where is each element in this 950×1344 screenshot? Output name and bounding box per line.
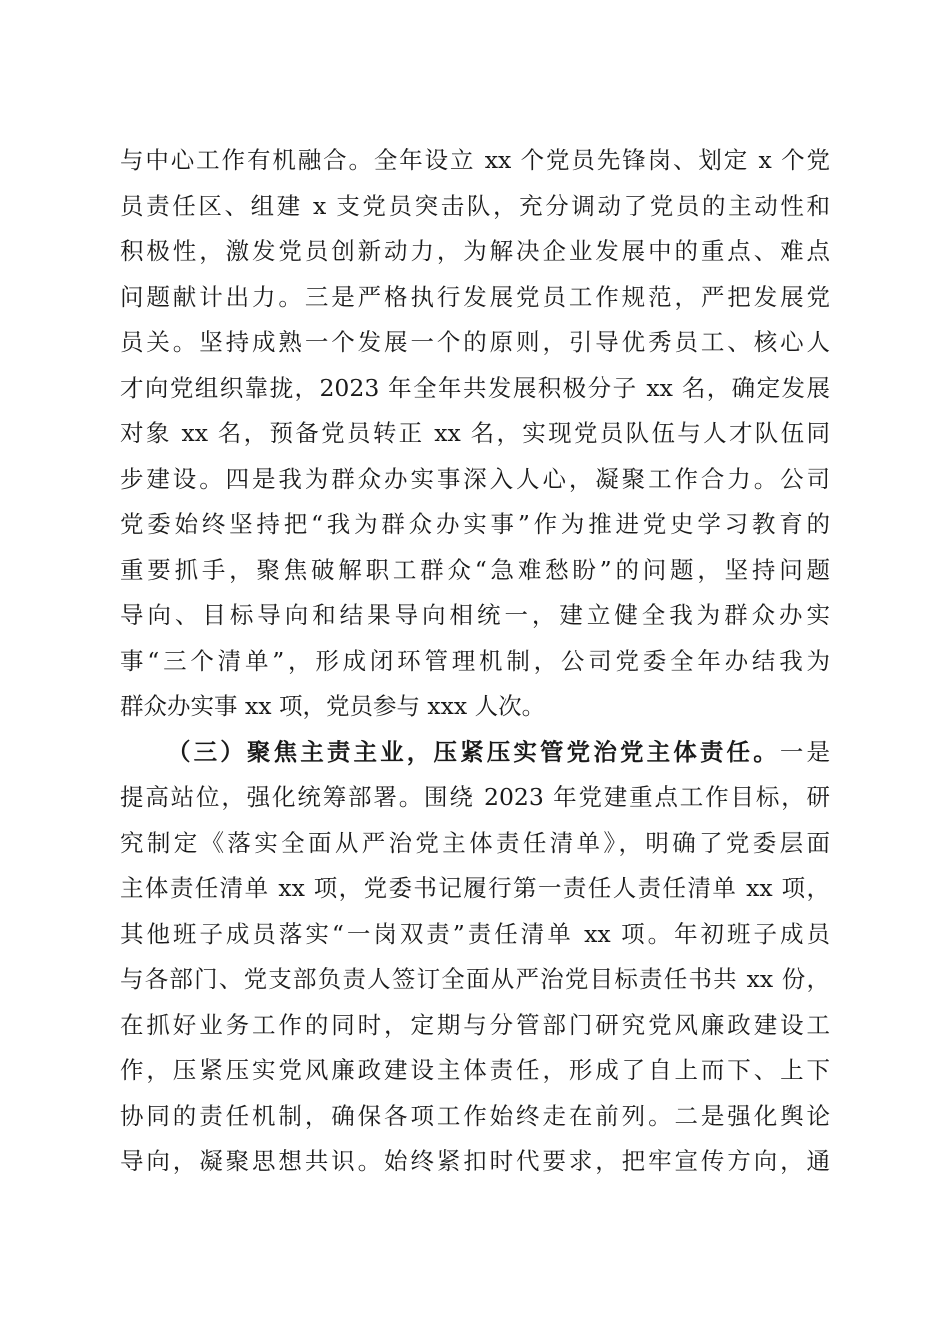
text-line: 问题献计出力。三是严格执行发展党员工作规范，严把发展党: [120, 282, 830, 311]
text-line: 导向、目标导向和结果导向相统一，建立健全我为群众办实: [120, 601, 830, 629]
paragraph-heading-line: [120, 730, 830, 776]
text-line: 其他班子成员落实“一岗双责”责任清单 xx 项。年初班子成员: [120, 919, 830, 948]
text-line: 才向党组织靠拢，2023 年全年共发展积极分子 xx 名，确定发展: [120, 373, 830, 402]
text-line: 在抓好业务工作的同时，定期与分管部门研究党风廉政建设工: [120, 1010, 830, 1039]
section-heading: （三）聚焦主责主业，压紧压实管党治党主体责任。: [167, 737, 780, 766]
text-line: 对象 xx 名，预备党员转正 xx 名，实现党员队伍与人才队伍同: [120, 419, 830, 447]
paragraph-1: [120, 138, 830, 730]
text-line: 究制定《落实全面从严治党主体责任清单》，明确了党委层面: [120, 828, 830, 857]
text-line: 协同的责任机制，确保各项工作始终走在前列。二是强化舆论: [120, 1101, 830, 1130]
text-line: 主体责任清单 xx 项，党委书记履行第一责任人责任清单 xx 项，: [120, 874, 830, 902]
text-line: 事“三个清单”，形成闭环管理机制，公司党委全年办结我为: [120, 646, 830, 675]
text-line: 群众办实事 xx 项，党员参与 xxx 人次。: [120, 692, 546, 720]
paragraph-2: [120, 730, 830, 1185]
text-line: 党委始终坚持把“我为群众办实事”作为推进党史学习教育的: [120, 510, 830, 538]
text-line: 与中心工作有机融合。全年设立 xx 个党员先锋岗、划定 x 个党: [120, 146, 830, 174]
text-line: 提高站位，强化统筹部署。围绕 2023 年党建重点工作目标，研: [120, 783, 830, 811]
text-line: 导向，凝聚思想共识。始终紧扣时代要求，把牢宣传方向，通: [120, 1147, 830, 1175]
document-body: [120, 138, 830, 1185]
text-line: 步建设。四是我为群众办实事深入人心，凝聚工作合力。公司: [120, 464, 830, 493]
text-span: 一是: [779, 737, 831, 766]
text-line: 与各部门、党支部负责人签订全面从严治党目标责任书共 xx 份，: [120, 965, 830, 993]
text-line: 员关。坚持成熟一个发展一个的原则，引导优秀员工、核心人: [120, 328, 830, 356]
text-line: 积极性，激发党员创新动力，为解决企业发展中的重点、难点: [120, 237, 830, 265]
text-line: 重要抓手，聚焦破解职工群众“急难愁盼”的问题，坚持问题: [120, 555, 830, 584]
text-line: 作，压紧压实党风廉政建设主体责任，形成了自上而下、上下: [120, 1056, 830, 1084]
text-line: 员责任区、组建 x 支党员突击队，充分调动了党员的主动性和: [120, 191, 830, 220]
